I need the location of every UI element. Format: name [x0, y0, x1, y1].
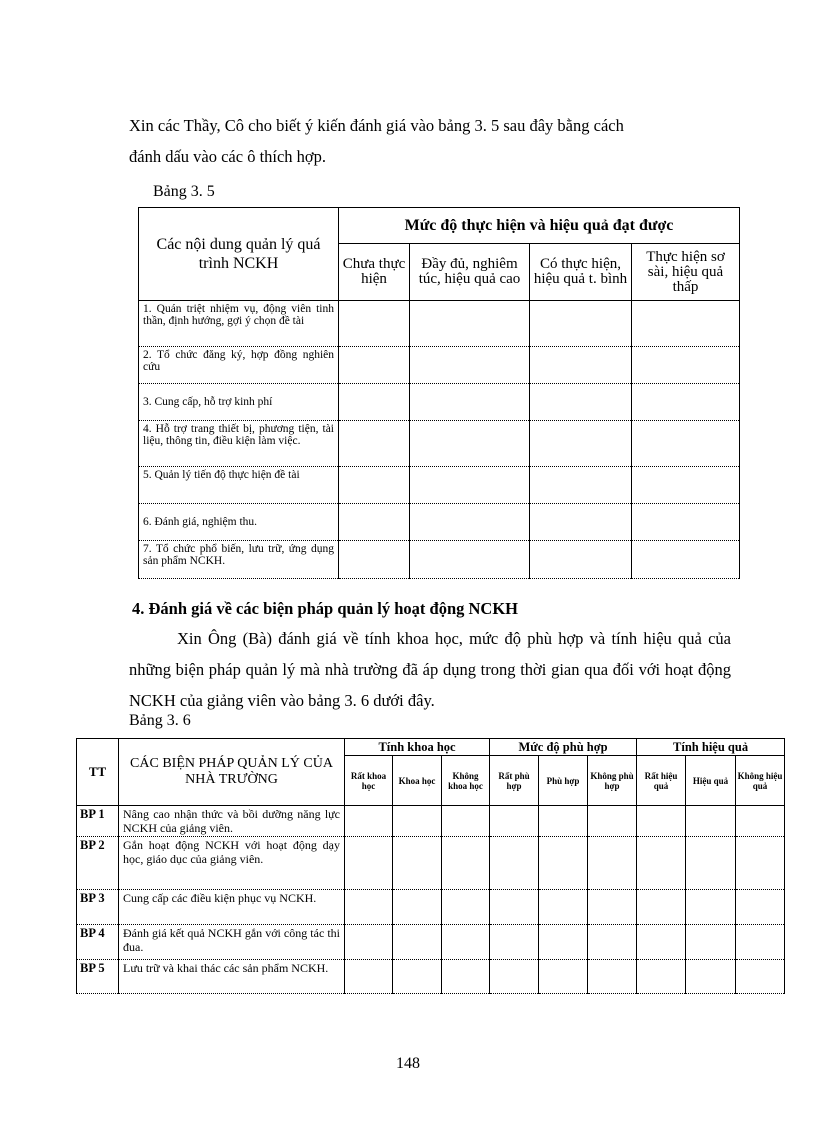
section-4-heading: 4. Đánh giá về các biện pháp quản lý hoạt động NCKH: [132, 599, 519, 618]
content-item: 6. Đánh giá, nghiệm thu.: [139, 504, 339, 541]
rating-cell[interactable]: [490, 837, 539, 890]
measure-description: Nâng cao nhận thức và bồi dưỡng năng lực NCKH của giảng viên.: [119, 806, 345, 837]
rating-cell[interactable]: [632, 541, 740, 579]
table-row: [77, 960, 785, 994]
rating-cell[interactable]: [530, 301, 632, 347]
rating-cell[interactable]: [442, 806, 490, 837]
rating-cell[interactable]: [442, 890, 490, 925]
rating-cell[interactable]: [345, 837, 393, 890]
rating-cell[interactable]: [736, 960, 785, 994]
table-row: [139, 384, 740, 421]
rating-cell[interactable]: [339, 384, 410, 421]
rating-cell[interactable]: [410, 384, 530, 421]
criteria-sub-header: Không khoa học: [442, 756, 490, 806]
rating-cell[interactable]: [686, 925, 736, 960]
rating-cell[interactable]: [632, 467, 740, 504]
measure-id: BP 5: [77, 960, 119, 994]
rating-cell[interactable]: [410, 467, 530, 504]
criteria-group-header: Mức độ phù hợp: [490, 739, 637, 756]
rating-cell[interactable]: [339, 467, 410, 504]
rating-cell[interactable]: [410, 347, 530, 384]
rating-cell[interactable]: [530, 384, 632, 421]
rating-cell[interactable]: [637, 890, 686, 925]
rating-cell[interactable]: [345, 960, 393, 994]
rating-cell[interactable]: [442, 925, 490, 960]
measure-id: BP 2: [77, 837, 119, 890]
rating-cell[interactable]: [442, 837, 490, 890]
content-item: 3. Cung cấp, hỗ trợ kinh phí: [139, 384, 339, 421]
rating-cell[interactable]: [632, 384, 740, 421]
rating-cell[interactable]: [588, 925, 637, 960]
level-column-header: Thực hiện sơ sài, hiệu quả thấp: [632, 244, 740, 301]
rating-cell[interactable]: [686, 890, 736, 925]
rating-cell[interactable]: [490, 925, 539, 960]
rating-cell[interactable]: [393, 806, 442, 837]
intro-line-1: Xin các Thầy, Cô cho biết ý kiến đánh giá vào bảng 3. 5 sau đây bằng cách: [129, 116, 624, 135]
rating-cell[interactable]: [736, 890, 785, 925]
rating-cell[interactable]: [539, 925, 588, 960]
measure-id: BP 3: [77, 890, 119, 925]
rating-cell[interactable]: [588, 960, 637, 994]
rating-cell[interactable]: [637, 925, 686, 960]
rating-cell[interactable]: [539, 806, 588, 837]
measure-id: BP 1: [77, 806, 119, 837]
level-column-header: Đầy đủ, nghiêm túc, hiệu quả cao: [410, 244, 530, 301]
table-3-6: [76, 738, 785, 994]
table-row: [139, 347, 740, 384]
rating-cell[interactable]: [530, 504, 632, 541]
section-4-paragraph: Xin Ông (Bà) đánh giá về tính khoa học, mức độ phù hợp và tính hiệu quả của những biện pháp quản lý mà nhà trường đã áp dụng trong thời gian qua đối với hoạt động NCKH của giảng viên vào bảng 3. 6 dưới đây.: [129, 629, 731, 710]
rating-cell[interactable]: [345, 890, 393, 925]
rating-cell[interactable]: [490, 890, 539, 925]
content-item: 2. Tổ chức đăng ký, hợp đồng nghiên cứu: [139, 347, 339, 384]
rating-cell[interactable]: [632, 421, 740, 467]
table-row: [139, 541, 740, 579]
rating-cell[interactable]: [686, 837, 736, 890]
criteria-sub-header: Rất hiệu quả: [637, 756, 686, 806]
rating-cell[interactable]: [410, 421, 530, 467]
table-row: [139, 301, 740, 347]
rating-cell[interactable]: [539, 890, 588, 925]
level-column-header: Chưa thực hiện: [339, 244, 410, 301]
rating-cell[interactable]: [393, 960, 442, 994]
rating-cell[interactable]: [339, 504, 410, 541]
criteria-sub-header: Rất phù hợp: [490, 756, 539, 806]
content-item: 1. Quán triệt nhiệm vụ, động viên tinh thần, định hướng, gợi ý chọn đề tài: [139, 301, 339, 347]
intro-line-2: đánh dấu vào các ô thích hợp.: [129, 147, 327, 166]
rating-cell[interactable]: [410, 504, 530, 541]
level-column-header: Có thực hiện, hiệu quả t. bình: [530, 244, 632, 301]
rating-cell[interactable]: [632, 347, 740, 384]
rating-cell[interactable]: [393, 837, 442, 890]
page-number: 148: [396, 1055, 420, 1072]
rating-cell[interactable]: [339, 541, 410, 579]
table-row: [77, 890, 785, 925]
table-row: [139, 504, 740, 541]
rating-cell[interactable]: [530, 421, 632, 467]
rating-cell[interactable]: [736, 837, 785, 890]
measure-description: Gắn hoạt động NCKH với hoạt động dạy học, giáo dục của giảng viên.: [119, 837, 345, 890]
rating-cell[interactable]: [686, 960, 736, 994]
level-group-header: Mức độ thực hiện và hiệu quả đạt được: [339, 208, 740, 244]
rating-cell[interactable]: [588, 890, 637, 925]
rating-cell[interactable]: [686, 806, 736, 837]
rating-cell[interactable]: [539, 960, 588, 994]
table-row: [77, 806, 785, 837]
measure-description: Cung cấp các điều kiện phục vụ NCKH.: [119, 890, 345, 925]
rating-cell[interactable]: [530, 347, 632, 384]
rating-cell[interactable]: [345, 925, 393, 960]
rating-cell[interactable]: [530, 467, 632, 504]
table-3-6-caption: Bảng 3. 6: [129, 712, 191, 729]
rating-cell[interactable]: [442, 960, 490, 994]
criteria-sub-header: Rất khoa học: [345, 756, 393, 806]
rating-cell[interactable]: [410, 301, 530, 347]
content-item: 5. Quản lý tiến độ thực hiện đề tài: [139, 467, 339, 504]
rating-cell[interactable]: [637, 960, 686, 994]
rating-cell[interactable]: [637, 837, 686, 890]
rating-cell[interactable]: [736, 806, 785, 837]
table-row: [77, 837, 785, 890]
tt-header: TT: [77, 739, 119, 806]
rating-cell[interactable]: [490, 806, 539, 837]
rating-cell[interactable]: [632, 301, 740, 347]
criteria-sub-header: Khoa học: [393, 756, 442, 806]
measure-description: Lưu trữ và khai thác các sản phẩm NCKH.: [119, 960, 345, 994]
table-row: [139, 467, 740, 504]
table-3-5-caption: Bảng 3. 5: [153, 183, 215, 200]
criteria-sub-header: Không hiệu quả: [736, 756, 785, 806]
rating-cell[interactable]: [339, 421, 410, 467]
rating-cell[interactable]: [345, 806, 393, 837]
rating-cell[interactable]: [339, 301, 410, 347]
rating-cell[interactable]: [539, 837, 588, 890]
rating-cell[interactable]: [637, 806, 686, 837]
rating-cell[interactable]: [393, 925, 442, 960]
table-row: [139, 421, 740, 467]
measures-header: CÁC BIỆN PHÁP QUẢN LÝ CỦA NHÀ TRƯỜNG: [119, 739, 345, 806]
table-3-5: [138, 207, 740, 579]
criteria-sub-header: Hiệu quả: [686, 756, 736, 806]
criteria-group-header: Tính hiệu quả: [637, 739, 785, 756]
rating-cell[interactable]: [632, 504, 740, 541]
rating-cell[interactable]: [393, 890, 442, 925]
table-row: [77, 925, 785, 960]
measure-id: BP 4: [77, 925, 119, 960]
rating-cell[interactable]: [410, 541, 530, 579]
content-item: 4. Hỗ trợ trang thiết bị, phương tiện, tài liệu, thông tin, điều kiện làm việc.: [139, 421, 339, 467]
criteria-group-header: Tính khoa học: [345, 739, 490, 756]
rating-cell[interactable]: [339, 347, 410, 384]
rating-cell[interactable]: [490, 960, 539, 994]
measure-description: Đánh giá kết quả NCKH gắn với công tác thi đua.: [119, 925, 345, 960]
rating-cell[interactable]: [588, 837, 637, 890]
criteria-sub-header: Không phù hợp: [588, 756, 637, 806]
content-item: 7. Tổ chức phổ biến, lưu trữ, ứng dụng sản phẩm NCKH.: [139, 541, 339, 579]
rating-cell[interactable]: [736, 925, 785, 960]
rating-cell[interactable]: [530, 541, 632, 579]
rating-cell[interactable]: [588, 806, 637, 837]
content-column-header: Các nội dung quản lý quá trình NCKH: [139, 208, 339, 301]
criteria-sub-header: Phù hợp: [539, 756, 588, 806]
